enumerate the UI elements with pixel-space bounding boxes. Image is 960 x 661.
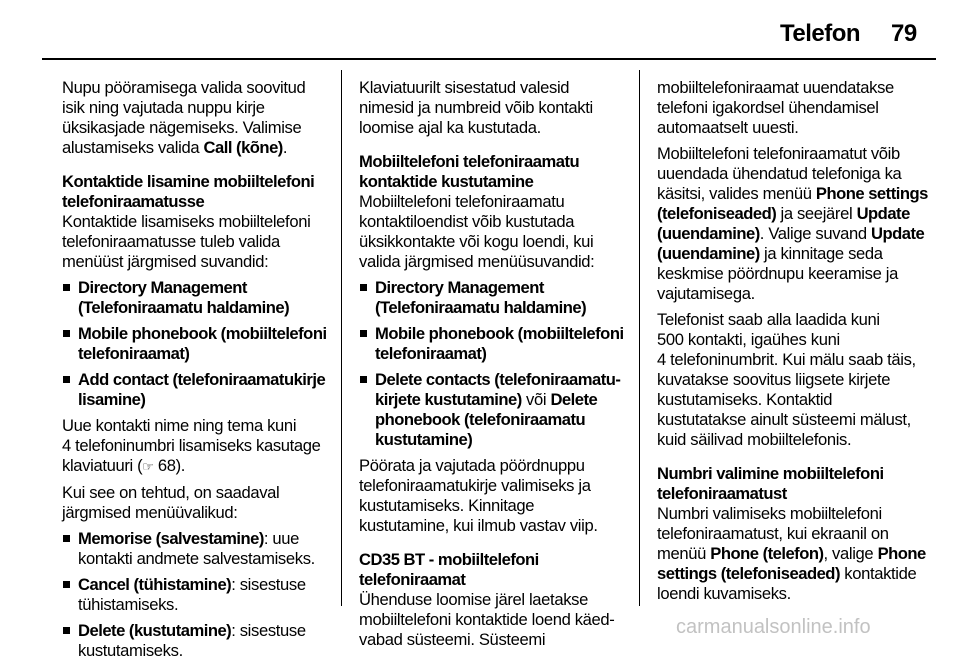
text-line: kustutamine, kui ilmub vastav viip. [359,516,598,535]
section-heading: telefoniraamat [359,570,466,589]
text-line: Pöörata ja vajutada pöördnuppu [359,456,585,475]
bullet-item: Add contact (telefoniraamatukirje lisamine) [62,370,337,410]
text-line: Ühenduse loomise järel laetakse [359,590,588,609]
bullet-item: Directory Management (Telefoniraamatu haldamine) [359,278,637,318]
text-line: Mobiiltelefoni telefoniraamatut võib [657,144,900,163]
text-line: klaviatuuri (☞ 68). [62,456,186,475]
bullet-item: Mobile phonebook (mobiiltelefoni telefoniraamat) [62,324,337,364]
text-line: vabad süsteemi. Süsteemi [359,630,546,649]
text-line: telefoniraamatusse tuleb valida [62,232,280,251]
text-line: 500 kontakti, igaühes kuni [657,330,840,349]
text-line: Telefonist saab alla laadida kuni [657,310,880,329]
page-reference-icon: ☞ [142,459,154,474]
column-3 [657,78,939,604]
section-heading: Kontaktide lisamine mobiiltelefoni [62,172,315,191]
text-line: alustamiseks valida Call (kõne). [62,138,288,157]
text-line: Kui see on tehtud, on saadaval [62,483,280,502]
text-line: settings (telefoniseaded) kontaktide [657,564,917,583]
text-line: telefoniraamatust, kui ekraanil on [657,524,889,543]
text-line: menüü Phone (telefon), valige Phone [657,544,926,563]
text-line: üksikkontakte või kogu loendi, kui [359,232,594,251]
text-line: kontaktiloendist võib kustutada [359,212,575,231]
text-line: (telefoniseaded) ja seejärel Update [657,204,910,223]
section-heading: telefoniraamatusse [62,192,205,211]
text-line: menüüst järgmised suvandid: [62,252,269,271]
text-line: isik ning vajutada nuppu kirje [62,98,265,117]
column-1 [62,78,337,661]
text-line: automaatselt uuesti. [657,118,799,137]
column-divider-1 [341,70,342,606]
text-line: uuendada ühendatud telefoniga ka [657,164,902,183]
section-heading: kontaktide kustutamine [359,172,534,191]
bullet-item: Cancel (tühistamine): sisestuse tühistamiseks. [62,575,337,615]
text-line: (uuendamine). Valige suvand Update [657,224,925,243]
text-line: Uue kontakti nime ning tema kuni [62,416,297,435]
text-line: Klaviatuurilt sisestatud valesid [359,78,570,97]
text-line: keskmise pöördnupu keeramise ja [657,264,898,283]
watermark: carmanualsonline.info [676,616,871,638]
text-line: loendi kuvamiseks. [657,584,791,603]
text-line: Mobiiltelefoni telefoniraamatu [359,192,565,211]
text-line: mobiiltelefoni kontaktide loend käed- [359,610,615,629]
section-heading: Numbri valimine mobiiltelefoni [657,464,884,483]
bullet-item: Directory Management (Telefoniraamatu haldamine) [62,278,337,318]
text-line: kustutatakse ainult süsteemi mälust, [657,410,911,429]
text-line: nimesid ja numbreid võib kontakti [359,98,593,117]
header-rule [42,58,936,60]
bullet-item: Mobile phonebook (mobiiltelefoni telefoniraamat) [359,324,637,364]
text-line: (uuendamine) ja kinnitage seda [657,244,883,263]
text-line: telefoni igakordsel ühendamisel [657,98,879,117]
section-heading: CD35 BT - mobiiltelefoni [359,550,539,569]
section-heading: telefoniraamatust [657,484,787,503]
text-line: 4 telefoninumbri lisamiseks kasutage [62,436,321,455]
text-line: mobiiltelefoniraamat uuendatakse [657,78,894,97]
text-line: Kontaktide lisamiseks mobiiltelefoni [62,212,311,231]
section-heading: Mobiiltelefoni telefoniraamatu [359,152,580,171]
page-header-title: Telefon [780,20,861,47]
text-line: loomise ajal ka kustutada. [359,118,541,137]
text-line: telefoniraamatukirje valimiseks ja [359,476,591,495]
text-line: järgmised menüüvalikud: [62,503,238,522]
text-line: vajutamisega. [657,284,755,303]
column-2 [359,78,637,650]
text-line: kuid säilivad mobiiltelefonis. [657,430,852,449]
text-line: Numbri valimiseks mobiiltelefoni [657,504,882,523]
text-line: 4 telefoninumbrit. Kui mälu saab täis, [657,350,916,369]
text-line: üksikasjade nägemiseks. Valimise [62,118,302,137]
column-divider-2 [639,70,640,606]
bullet-item: Delete (kustutamine): sisestuse kustutamiseks. [62,621,337,661]
bullet-item: Delete contacts (telefoniraamatu- kirjete kustutamine) või Delete phonebook (telefoniraamatu kustutamine) [359,370,637,450]
page-number: 79 [891,20,917,47]
bullet-item: Memorise (salvestamine): uue kontakti andmete salvestamiseks. [62,529,337,569]
text-line: käsitsi, valides menüü Phone settings [657,184,928,203]
text-line: kuvatakse soovitus liigsete kirjete [657,370,891,389]
text-line: Nupu pööramisega valida soovitud [62,78,306,97]
text-line: kustutamiseks. Kontaktid [657,390,833,409]
text-line: kustutamiseks. Kinnitage [359,496,535,515]
text-line: valida järgmised menüüsuvandid: [359,252,595,271]
